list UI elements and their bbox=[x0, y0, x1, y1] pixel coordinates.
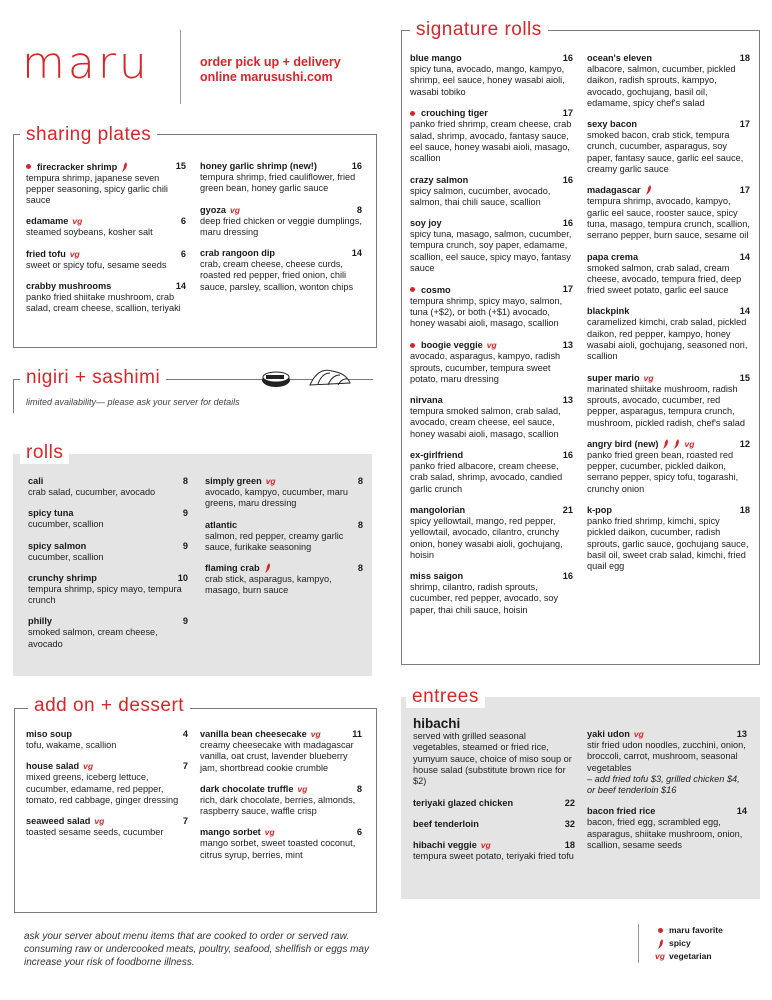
item-price: 32 bbox=[564, 819, 575, 830]
item-price: 18 bbox=[564, 840, 575, 851]
addon-col1 bbox=[26, 728, 188, 847]
item-price: 8 bbox=[357, 563, 363, 574]
item-desc: panko fried shrimp, cream cheese, crab salad, shrimp, avocado, fantasy sauce, eel sauce, honey wasabi aioli, masago, scallion bbox=[410, 119, 572, 164]
item-price: 8 bbox=[357, 519, 363, 530]
item-price: 14 bbox=[175, 280, 186, 291]
legend-fav-label: maru favorite bbox=[669, 925, 723, 935]
item-price: 16 bbox=[562, 53, 573, 63]
item-name: crab rangoon dip bbox=[200, 248, 276, 259]
vegetarian-icon: vg bbox=[230, 204, 240, 215]
item-name: yaki udon bbox=[587, 729, 630, 739]
item-name: spicy tuna bbox=[28, 508, 74, 519]
menu-item bbox=[26, 215, 186, 238]
item-price: 6 bbox=[180, 216, 186, 227]
item-price: 16 bbox=[351, 161, 362, 171]
favorite-dot-icon bbox=[26, 164, 31, 169]
item-price: 22 bbox=[564, 798, 575, 809]
item-price: 7 bbox=[182, 816, 188, 827]
item-price: 13 bbox=[562, 395, 573, 406]
vegetarian-icon: vg bbox=[655, 951, 665, 961]
vegetarian-icon: vg bbox=[265, 476, 276, 486]
menu-item bbox=[28, 507, 188, 530]
item-name: dark chocolate truffle bbox=[200, 783, 294, 794]
menu-item bbox=[26, 815, 188, 838]
nigiri-line-left bbox=[13, 379, 14, 413]
item-price: 17 bbox=[739, 119, 750, 130]
item-name: vanilla bean cheesecake bbox=[200, 729, 307, 739]
vegetarian-icon: vg bbox=[72, 216, 83, 227]
menu-item bbox=[410, 174, 573, 209]
item-name: sexy bacon bbox=[587, 119, 638, 130]
item-name: blue mango bbox=[410, 53, 462, 63]
item-name: spicy salmon bbox=[28, 540, 87, 551]
item-desc: crab stick, asparagus, kampyo, masago, burn sauce bbox=[205, 574, 332, 596]
menu-item bbox=[587, 728, 747, 796]
item-price: 12 bbox=[739, 438, 750, 449]
legend-spicy-label: spicy bbox=[669, 938, 691, 948]
vegetarian-icon: vg bbox=[310, 729, 321, 739]
entrees-list1 bbox=[413, 797, 575, 862]
item-name: philly bbox=[28, 616, 52, 627]
menu-item bbox=[28, 615, 188, 650]
item-price: 16 bbox=[562, 174, 573, 185]
order-line: order pick up + delivery bbox=[200, 55, 341, 69]
legend-veg-label: vegetarian bbox=[669, 951, 712, 961]
signature-title: signature rolls bbox=[410, 19, 548, 41]
favorite-dot-icon bbox=[410, 111, 415, 116]
vegetarian-icon: vg bbox=[643, 372, 654, 383]
item-price: 14 bbox=[739, 251, 750, 262]
item-price: 14 bbox=[736, 806, 747, 817]
item-price: 17 bbox=[562, 284, 573, 295]
menu-item bbox=[413, 818, 575, 830]
item-desc: sweet or spicy tofu, sesame seeds bbox=[26, 259, 167, 270]
item-name: crunchy shrimp bbox=[28, 572, 97, 583]
menu-item bbox=[200, 728, 362, 774]
item-desc: mango sorbet, sweet toasted coconut, citrus syrup, berries, mint bbox=[200, 838, 356, 860]
menu-item bbox=[410, 449, 573, 495]
item-price: 8 bbox=[182, 476, 188, 486]
item-desc: cucumber, scallion bbox=[28, 519, 104, 530]
menu-item bbox=[587, 438, 750, 495]
item-name: bacon fried rice bbox=[587, 806, 656, 817]
disclaimer: ask your server about menu items that are cooked to order or served raw. consuming raw or undercooked meats, poultry, seafood, shellfish or eggs may increase your risk of foodborne illness. bbox=[24, 931, 369, 968]
item-price: 17 bbox=[739, 185, 750, 196]
vegetarian-icon: vg bbox=[480, 840, 491, 851]
item-price: 16 bbox=[562, 571, 573, 582]
item-name: boogie veggie bbox=[421, 340, 483, 351]
chili-pepper-icon bbox=[673, 439, 680, 449]
chili-pepper-icon bbox=[645, 185, 652, 195]
menu-item bbox=[28, 572, 188, 607]
item-price: 6 bbox=[356, 827, 362, 838]
logo: maru bbox=[22, 38, 150, 89]
menu-item bbox=[410, 217, 573, 274]
signature-col1 bbox=[410, 52, 573, 625]
menu-item bbox=[410, 107, 573, 165]
item-name: seaweed salad bbox=[26, 816, 91, 827]
menu-item bbox=[410, 52, 573, 98]
item-desc: smoked bacon, crab stick, tempura crunch, cucumber, asparagus, soy paper, fantasy sauce, garlic eel sauce, creamy garlic sauce bbox=[587, 130, 744, 175]
item-desc: avocado, asparagus, kampyo, radish sprouts, cucumber, tempura sweet potato, maru dressing bbox=[410, 351, 561, 384]
menu-item bbox=[587, 251, 750, 297]
item-price: 11 bbox=[352, 729, 362, 739]
item-price: 4 bbox=[182, 729, 188, 739]
entrees-col2 bbox=[587, 728, 747, 860]
favorite-dot-icon bbox=[658, 928, 663, 933]
item-name: firecracker shrimp bbox=[37, 161, 118, 172]
item-price: 16 bbox=[562, 450, 573, 461]
rolls-col1 bbox=[28, 475, 188, 659]
item-price: 16 bbox=[562, 218, 573, 229]
item-name: ocean's eleven bbox=[587, 53, 653, 63]
menu-item bbox=[410, 394, 573, 440]
item-desc: tofu, wakame, scallion bbox=[26, 740, 117, 750]
sharing-col2 bbox=[200, 160, 362, 302]
menu-item bbox=[413, 839, 575, 862]
item-price: 15 bbox=[739, 372, 750, 383]
menu-item bbox=[587, 184, 750, 241]
item-desc: smoked salmon, cream cheese, avocado bbox=[28, 627, 158, 649]
menu-item bbox=[28, 475, 188, 498]
item-price: 18 bbox=[739, 505, 750, 516]
item-desc: albacore, salmon, cucumber, pickled daikon, radish sprouts, kampyo, avocado, gochujang, basil oil, edamame, spicy chef's salad bbox=[587, 64, 736, 108]
menu-item bbox=[205, 475, 363, 510]
menu-item bbox=[410, 504, 573, 561]
chili-pepper-icon bbox=[121, 162, 128, 172]
item-price: 8 bbox=[357, 476, 363, 486]
item-name: madagascar bbox=[587, 185, 641, 196]
chili-pepper-icon bbox=[264, 563, 271, 573]
menu-item bbox=[587, 504, 750, 572]
menu-item bbox=[200, 247, 362, 293]
item-name: nirvana bbox=[410, 395, 443, 406]
item-desc: smoked salmon, crab salad, cream cheese, avocado, tempura fried, deep fried sweet potato, garlic eel sauce bbox=[587, 262, 742, 296]
item-desc: tempura shrimp, japanese seven pepper seasoning, spicy garlic chili sauce bbox=[26, 172, 168, 206]
item-name: edamame bbox=[26, 216, 69, 227]
menu-item bbox=[410, 570, 573, 616]
menu-item bbox=[587, 805, 747, 851]
item-desc: spicy tuna, masago, salmon, cucumber, tempura crunch, soy paper, edamame, scallion, eel sauce, spicy mayo, fantasy sauce bbox=[410, 229, 572, 274]
menu-item bbox=[200, 204, 362, 239]
item-price: 8 bbox=[356, 783, 362, 794]
item-name: crazy salmon bbox=[410, 174, 469, 185]
item-desc: tempura sweet potato, teriyaki fried tofu bbox=[413, 851, 574, 862]
addon-col2 bbox=[200, 728, 362, 870]
vegetarian-icon: vg bbox=[69, 248, 80, 259]
item-desc: tempura shrimp, spicy mayo, salmon, tuna (+$2), or both (+$1) avocado, honey wasabi aioli, masago, scallion bbox=[410, 295, 563, 329]
item-name: honey garlic shrimp (new!) bbox=[200, 161, 317, 171]
item-desc: steamed soybeans, kosher salt bbox=[26, 227, 153, 238]
menu-item bbox=[28, 540, 188, 563]
menu-item bbox=[200, 826, 362, 861]
vegetarian-icon: vg bbox=[633, 729, 644, 739]
item-name: angry bird (new) bbox=[587, 438, 659, 449]
item-price: 13 bbox=[736, 729, 747, 739]
item-name: miss saigon bbox=[410, 571, 464, 582]
sushi-icon bbox=[258, 363, 358, 391]
sharing-title: sharing plates bbox=[20, 124, 157, 146]
order-info[interactable] bbox=[200, 55, 341, 85]
item-desc: marinated shiitake mushroom, radish sprouts, avocado, cucumber, red pepper, asparagus, tempura crunch, mushroom, pickled radish, chef's salad bbox=[587, 383, 746, 428]
item-price: 9 bbox=[182, 540, 188, 551]
legend bbox=[638, 924, 723, 963]
rolls-title: rolls bbox=[20, 442, 69, 464]
item-name: flaming crab bbox=[205, 563, 260, 574]
favorite-dot-icon bbox=[410, 343, 415, 348]
item-desc: tempura shrimp, spicy mayo, tempura crunch bbox=[28, 583, 182, 606]
item-name: teriyaki glazed chicken bbox=[413, 798, 514, 809]
menu-item bbox=[200, 783, 362, 818]
menu-item bbox=[26, 728, 188, 751]
item-name: papa crema bbox=[587, 251, 639, 262]
item-desc: bacon, fried egg, scrambled egg, asparagus, shiitake mushroom, onion, scallion, sesame seeds bbox=[587, 817, 743, 851]
hibachi-desc: served with grilled seasonal vegetables, steamed or fried rice, yumyum sauce, choice of miso soup or house salad (substitute brown rice for $2) bbox=[413, 731, 572, 787]
rolls-col2 bbox=[205, 475, 363, 606]
item-desc: panko fried shiitake mushroom, crab salad, cream cheese, scallion, teriyaki bbox=[26, 291, 181, 314]
item-price: 15 bbox=[175, 161, 186, 171]
item-desc: toasted sesame seeds, cucumber bbox=[26, 827, 164, 838]
item-name: miso soup bbox=[26, 729, 72, 739]
item-desc: cucumber, scallion bbox=[28, 551, 104, 562]
item-desc: crab salad, cucumber, avocado bbox=[28, 487, 156, 497]
legend-favorite bbox=[651, 924, 723, 937]
item-desc: avocado, kampyo, cucumber, maru greens, maru dressing bbox=[205, 487, 348, 509]
menu-item bbox=[410, 339, 573, 385]
item-desc: spicy yellowtail, mango, red pepper, yellowtail, avocado, cilantro, crunchy onion, honey wasabi aioli, gochujang, hoisin bbox=[410, 515, 563, 560]
legend-vegetarian bbox=[651, 950, 723, 963]
item-name: cali bbox=[28, 476, 44, 486]
menu-item bbox=[26, 760, 188, 806]
order-url[interactable]: online marusushi.com bbox=[200, 70, 333, 84]
item-name: blackpink bbox=[587, 306, 630, 317]
item-desc: panko fried albacore, cream cheese, crab salad, shrimp, avocado, candied garlic crunch bbox=[410, 461, 563, 494]
item-price: 14 bbox=[351, 248, 362, 259]
vegetarian-icon: vg bbox=[94, 816, 105, 827]
item-price: 21 bbox=[562, 504, 573, 515]
item-desc: mixed greens, iceberg lettuce, cucumber, edamame, red pepper, tomato, red cabbage, ginger dressing bbox=[26, 772, 179, 805]
item-name: beef tenderloin bbox=[413, 819, 479, 830]
item-name: cosmo bbox=[421, 284, 451, 295]
menu-item bbox=[26, 160, 186, 206]
entrees-col1 bbox=[413, 716, 575, 872]
item-desc: creamy cheesecake with madagascar vanilla, oat crust, lavender blueberry jam, shortbread cookie crumble bbox=[200, 740, 354, 773]
item-desc: panko fried green bean, roasted red pepper, cucumber, pickled daikon, serrano pepper, spicy tofu, togarashi, crunchy onion bbox=[587, 449, 739, 494]
item-price: 6 bbox=[180, 248, 186, 259]
chili-pepper-icon bbox=[657, 939, 664, 949]
item-desc: tempura shrimp, avocado, kampyo, garlic eel sauce, rooster sauce, spicy tuna, masago, tempura crunch, scallion, serrano pepper, burn sauce, sesame oil bbox=[587, 196, 750, 241]
item-price: 17 bbox=[562, 107, 573, 118]
menu-item bbox=[26, 248, 186, 271]
item-name: simply green bbox=[205, 476, 262, 486]
item-desc: caramelized kimchi, crab salad, pickled daikon, red pepper, kampyo, honey wasabi aioli, gochujang, seasoned nori, scallion bbox=[587, 317, 748, 362]
item-name: crabby mushrooms bbox=[26, 280, 112, 291]
item-desc: shrimp, cilantro, radish sprouts, cucumber, red pepper, avocado, soy paper, thai chili sauce, hoisin bbox=[410, 582, 559, 615]
hibachi-title: hibachi bbox=[413, 716, 461, 731]
nigiri-title: nigiri + sashimi bbox=[20, 367, 166, 389]
menu-item bbox=[200, 160, 362, 195]
item-name: ex-girlfriend bbox=[410, 450, 464, 461]
item-price: 9 bbox=[182, 616, 188, 627]
item-desc: panko fried shrimp, kimchi, spicy pickled daikon, cucumber, radish sprouts, garlic sauce, gochujang sauce, basil oil, sweet crab salad, kimchi, fried quail egg bbox=[587, 516, 749, 572]
item-name: mangolorian bbox=[410, 504, 466, 515]
vegetarian-icon: vg bbox=[264, 827, 275, 838]
menu-item bbox=[413, 797, 575, 809]
item-name: hibachi veggie bbox=[413, 840, 477, 851]
item-name: atlantic bbox=[205, 519, 238, 530]
menu-item bbox=[587, 52, 750, 109]
menu-item bbox=[205, 519, 363, 554]
item-desc: spicy tuna, avocado, mango, kampyo, shrimp, eel sauce, honey wasabi aioli, wasabi tobiko bbox=[410, 64, 565, 97]
menu-item bbox=[587, 118, 750, 175]
item-name: super mario bbox=[587, 372, 640, 383]
menu-item bbox=[410, 283, 573, 329]
item-desc: stir fried udon noodles, zucchini, onion, broccoli, carrot, mushroom, seasonal vegetables bbox=[587, 740, 746, 773]
legend-spicy bbox=[651, 937, 723, 950]
vegetarian-icon: vg bbox=[684, 438, 695, 449]
menu-item bbox=[205, 562, 363, 597]
item-desc: tempura smoked salmon, crab salad, avocado, cream cheese, eel sauce, honey wasabi aioli, masago, scallion bbox=[410, 406, 561, 439]
item-desc: spicy salmon, cucumber, avocado, salmon, thai chili sauce, scallion bbox=[410, 185, 551, 207]
item-name: k-pop bbox=[587, 505, 613, 516]
item-price: 18 bbox=[739, 53, 750, 63]
menu-item bbox=[587, 305, 750, 362]
item-desc: rich, dark chocolate, berries, almonds, raspberry sauce, waffle crisp bbox=[200, 794, 356, 817]
item-price: 9 bbox=[182, 508, 188, 519]
item-name: gyoza bbox=[200, 204, 227, 215]
item-name: house salad bbox=[26, 761, 80, 772]
nigiri-note: limited availability— please ask your server for details bbox=[26, 397, 240, 407]
item-name: fried tofu bbox=[26, 248, 66, 259]
item-price: 7 bbox=[182, 761, 188, 772]
menu-item bbox=[26, 280, 186, 315]
vegetarian-icon: vg bbox=[486, 340, 497, 351]
item-price: 14 bbox=[739, 306, 750, 317]
item-desc: tempura shrimp, fried cauliflower, fried green bean, honey garlic sauce bbox=[200, 172, 356, 194]
addon-title: add on + dessert bbox=[28, 695, 190, 717]
item-price: 13 bbox=[562, 339, 573, 350]
vegetarian-icon: vg bbox=[83, 761, 94, 772]
item-extra: – add fried tofu $3, grilled chicken $4, or beef tenderloin $16 bbox=[587, 773, 740, 796]
item-desc: salmon, red pepper, creamy garlic sauce, furikake seasoning bbox=[205, 530, 344, 552]
signature-col2 bbox=[587, 52, 750, 582]
menu-item bbox=[587, 372, 750, 429]
item-name: crouching tiger bbox=[421, 108, 488, 119]
entrees-title: entrees bbox=[406, 686, 485, 708]
item-price: 10 bbox=[177, 572, 188, 583]
sharing-col1 bbox=[26, 160, 186, 324]
favorite-dot-icon bbox=[410, 287, 415, 292]
item-name: mango sorbet bbox=[200, 827, 261, 838]
item-desc: crab, cream cheese, cheese curds, roasted red pepper, fried onion, chili sauce, parsley, scallion, wonton chips bbox=[200, 259, 354, 292]
divider bbox=[180, 30, 181, 104]
item-price: 8 bbox=[356, 204, 362, 215]
chili-pepper-icon bbox=[662, 439, 669, 449]
item-name: soy joy bbox=[410, 218, 442, 229]
vegetarian-icon: vg bbox=[297, 783, 308, 794]
item-desc: deep fried chicken or veggie dumplings, maru dressing bbox=[200, 215, 362, 237]
